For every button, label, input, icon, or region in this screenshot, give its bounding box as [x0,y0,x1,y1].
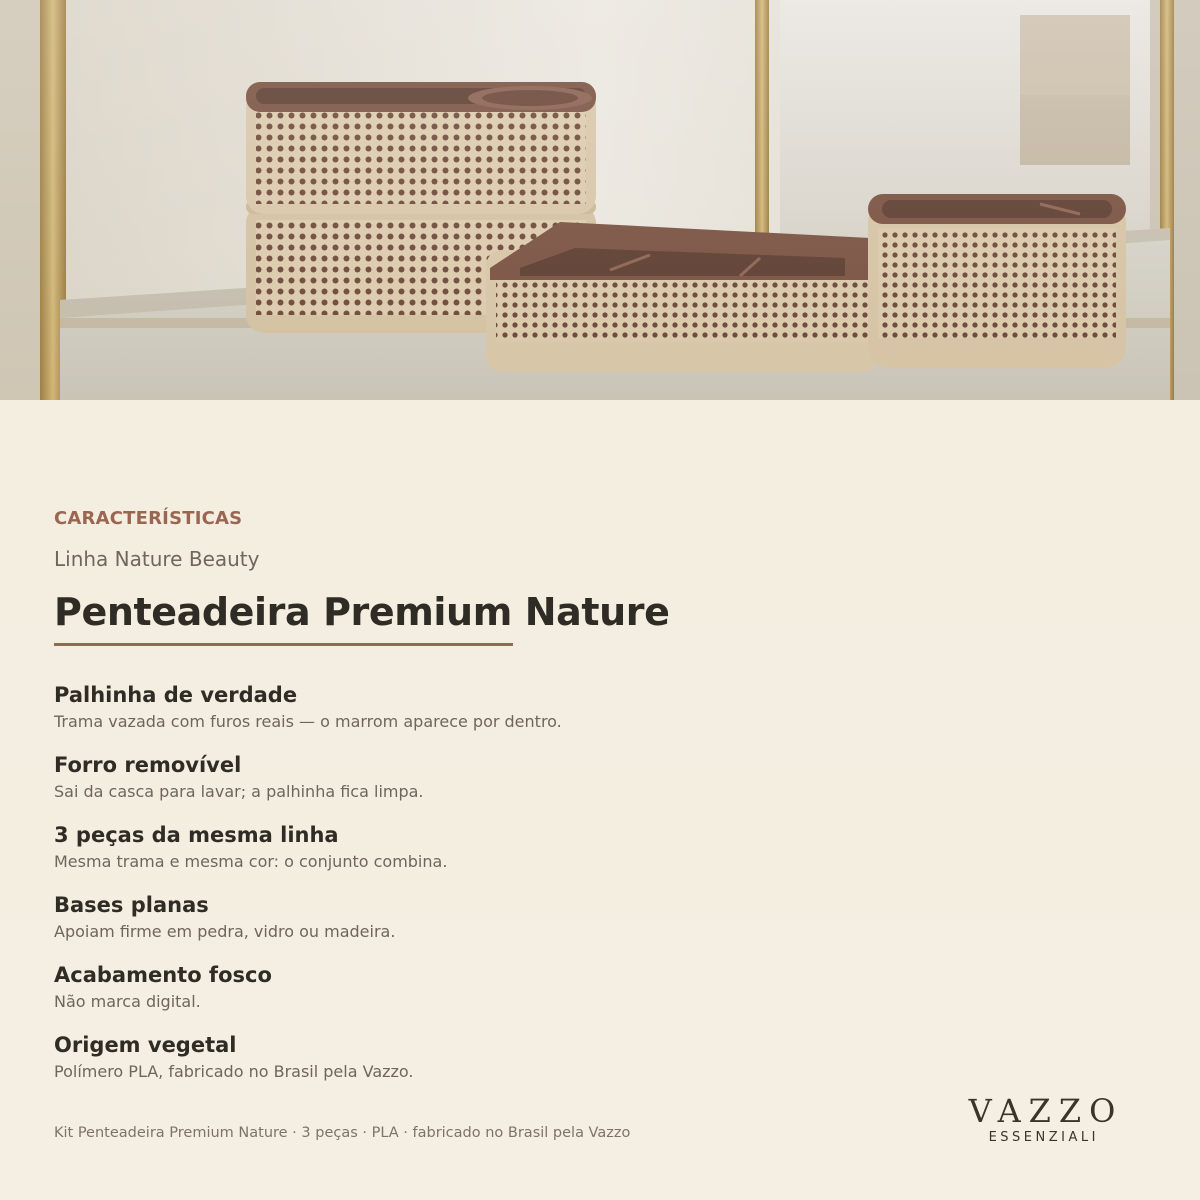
feature-description: Apoiam firme em pedra, vidro ou madeira. [54,922,396,941]
list-item [54,751,854,821]
list-item [54,891,854,961]
feature-description: Sai da casca para lavar; a palhinha fica limpa. [54,782,424,801]
feature-title: Palhinha de verdade [54,683,298,707]
feature-description: Mesma trama e mesma cor: o conjunto combina. [54,852,448,871]
product-photo-icon [0,0,1200,400]
feature-description: Trama vazada com furos reais — o marrom aparece por dentro. [54,712,562,731]
page-title: Penteadeira Premium Nature [54,590,670,634]
footer-note: Kit Penteadeira Premium Nature · 3 peças · PLA · fabricado no Brasil pela Vazzo [54,1125,631,1141]
brand-logo [962,1093,1122,1145]
feature-title: Bases planas [54,893,209,917]
section-eyebrow: CARACTERÍSTICAS [54,508,243,529]
list-item [54,1031,854,1101]
product-photo [0,0,1200,400]
feature-title: Forro removível [54,753,242,777]
product-line: Linha Nature Beauty [54,547,260,571]
list-item [54,821,854,891]
feature-list [54,681,854,1101]
feature-title: Origem vegetal [54,1033,237,1057]
list-item [54,681,854,751]
brand-name: VAZZO [968,1092,1124,1130]
brand-tagline: ESSENZIALI [988,1130,1099,1145]
list-item [54,961,854,1031]
feature-title: Acabamento fosco [54,963,272,987]
feature-title: 3 peças da mesma linha [54,823,339,847]
title-underline [54,643,513,646]
feature-description: Não marca digital. [54,992,201,1011]
feature-description: Polímero PLA, fabricado no Brasil pela Vazzo. [54,1062,414,1081]
